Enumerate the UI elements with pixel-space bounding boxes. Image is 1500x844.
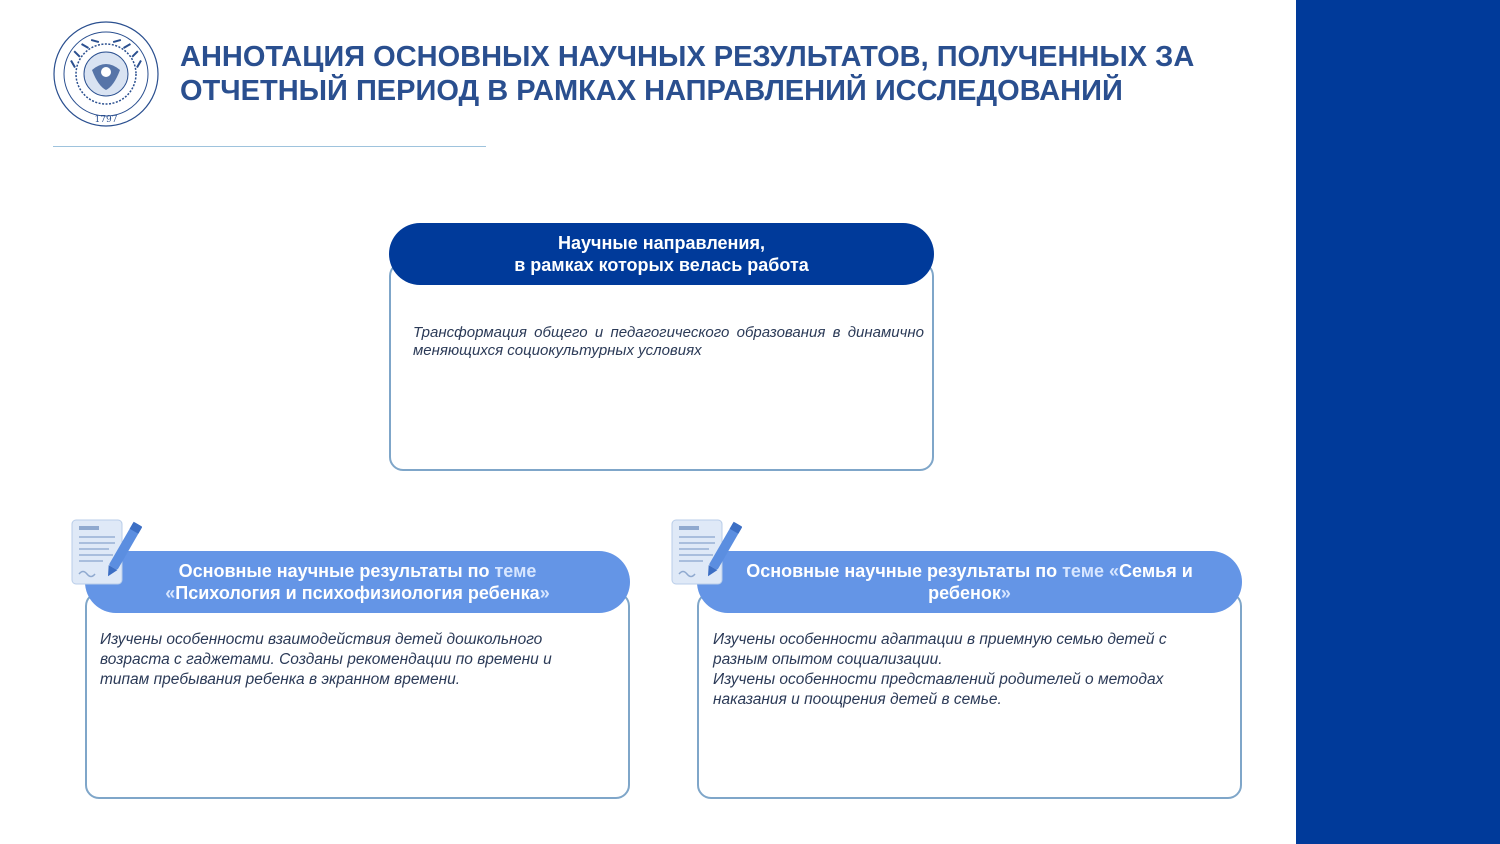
- directions-heading: [389, 223, 934, 285]
- results-right-heading-quote-close: »: [1000, 583, 1011, 603]
- results-right-text-line2: Изучены особенности представлений родителей о методах наказания и поощрения детей в семье.: [713, 671, 1164, 708]
- results-left-heading-accent1: теме: [494, 561, 537, 581]
- title-divider: [53, 146, 486, 147]
- results-left-heading-topic: Психология и психофизиология ребенка: [175, 583, 540, 603]
- directions-box: [389, 262, 934, 471]
- results-left-heading-part1: Основные научные результаты по: [178, 561, 495, 581]
- results-right-heading-accent1: теме «: [1062, 561, 1120, 581]
- document-pen-icon: [670, 518, 742, 588]
- page-title-line2: ОТЧЕТНЫЙ ПЕРИОД В РАМКАХ НАПРАВЛЕНИЙ ИССЛЕДОВАНИЙ: [180, 75, 1123, 107]
- directions-heading-line1: Научные направления,: [558, 233, 765, 253]
- results-right-text-line1: Изучены особенности адаптации в приемную семью детей с разным опытом социализации.: [713, 631, 1167, 668]
- results-right-heading: [697, 551, 1242, 613]
- directions-heading-line2: в рамках которых велась работа: [514, 255, 809, 275]
- results-left-heading-line2: [165, 582, 549, 604]
- university-seal-logo: [52, 20, 160, 128]
- results-right-heading-part1: Основные научные результаты по: [746, 561, 1063, 581]
- results-left-box: [85, 592, 630, 799]
- results-right-text: [713, 630, 1203, 710]
- results-left-heading-quote-close: »: [539, 583, 550, 603]
- page-title-line1: АННОТАЦИЯ ОСНОВНЫХ НАУЧНЫХ РЕЗУЛЬТАТОВ, ПОЛУЧЕННЫХ ЗА: [180, 41, 1195, 73]
- page-title: [180, 40, 1260, 108]
- document-pen-icon: [70, 518, 142, 588]
- results-left-heading: [85, 551, 630, 613]
- logo-year: 1797: [94, 115, 118, 125]
- directions-text: Трансформация общего и педагогического образования в динамично меняющихся социокультурных условиях: [413, 324, 924, 359]
- side-band: [1296, 0, 1500, 844]
- results-right-heading-topic: Семья и ребенок: [928, 561, 1193, 603]
- results-right-heading-line: [717, 560, 1222, 604]
- results-left-heading-line1: [179, 560, 537, 582]
- results-left-text: Изучены особенности взаимодействия детей дошкольного возраста с гаджетами. Созданы рекомендации по времени и типам пребывания ребенка в экранном времени.: [100, 631, 552, 688]
- results-left-heading-quote-open: «: [165, 583, 176, 603]
